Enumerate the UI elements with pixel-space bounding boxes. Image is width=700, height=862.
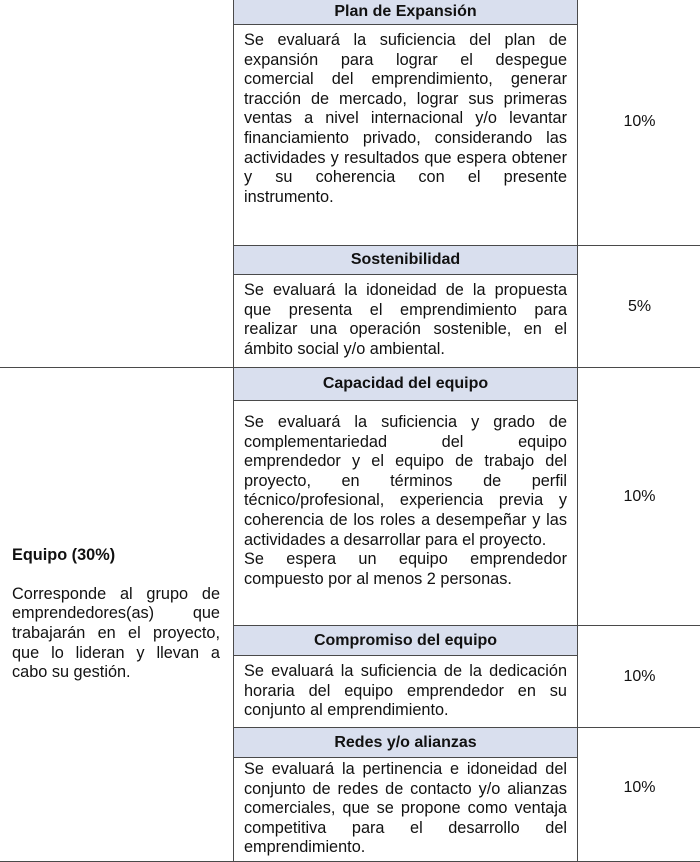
subcriterion-header: Plan de Expansión: [233, 0, 578, 25]
criteria-description: Corresponde al grupo de emprendedores(as) que trabajarán en el proyecto, que lo lideran y llevan a cabo su gestión.: [12, 584, 220, 682]
criteria-title: Equipo (30%): [12, 546, 116, 565]
subcriterion-description: Se evaluará la suficiencia del plan de expansión para lograr el despegue comercial del emprendimiento, generar tracción de mercado, lograr sus primeras ventas a nivel internacional y/o levantar financiamiento privado, considerando las actividades y resultados que espera obtener y su coherencia con el presente instrumento.: [233, 24, 578, 246]
criteria-cell-empty: [0, 0, 234, 368]
subcriterion-description: Se evaluará la pertinencia e idoneidad del conjunto de redes de contacto y/o alianzas comerciales, que se propone como ventaja competitiva para el desarrollo del emprendimiento.: [233, 757, 578, 862]
weight-cell: 10%: [577, 0, 700, 246]
weight-cell: 10%: [577, 727, 700, 862]
subcriterion-text-note: Se espera un equipo emprendedor compuesto por al menos 2 personas.: [244, 550, 567, 588]
weight-cell: 5%: [577, 245, 700, 368]
subcriterion-header: Redes y/o alianzas: [233, 727, 578, 758]
weight-cell: 10%: [577, 625, 700, 728]
subcriterion-header: Compromiso del equipo: [233, 625, 578, 656]
subcriterion-header: Sostenibilidad: [233, 245, 578, 275]
criteria-cell-equipo: [0, 367, 234, 862]
subcriterion-description: Se evaluará la suficiencia de la dedicación horaria del equipo emprendedor en su conjunto al emprendimiento.: [233, 655, 578, 728]
weight-cell: 10%: [577, 367, 700, 626]
subcriterion-header: Capacidad del equipo: [233, 367, 578, 401]
subcriterion-description: Se evaluará la idoneidad de la propuesta que presenta el emprendimiento para realizar una operación sostenible, en el ámbito social y/o ambiental.: [233, 274, 578, 368]
subcriterion-description: [233, 400, 578, 626]
subcriterion-text: Se evaluará la suficiencia y grado de complementariedad del equipo emprendedor y el equipo de trabajo del proyecto, en términos de perfil técnico/profesional, experiencia previa y coherencia de los roles a desempeñar y las actividades a desarrollar para el proyecto.: [244, 413, 567, 549]
